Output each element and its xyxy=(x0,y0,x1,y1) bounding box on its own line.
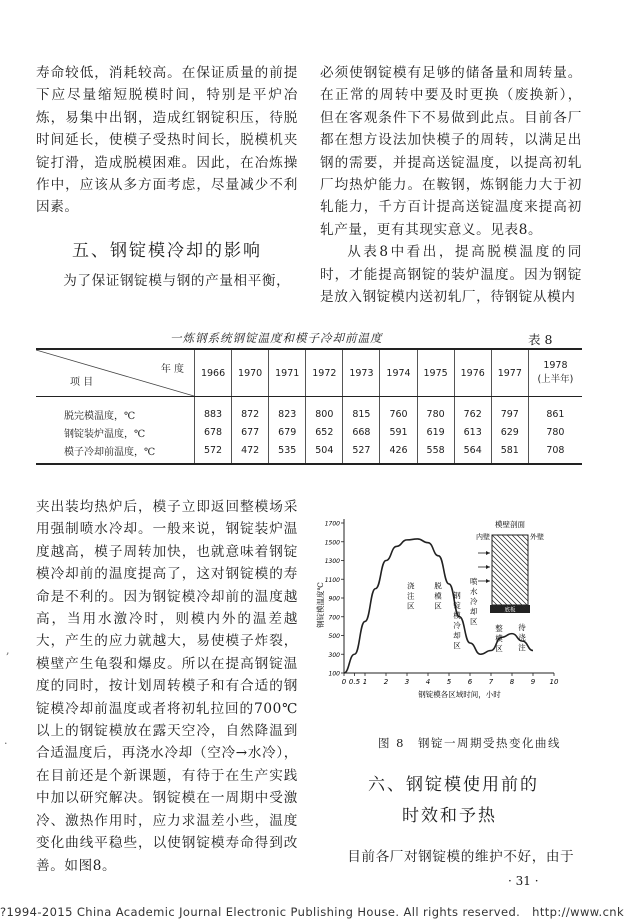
y-tick-label: 700 xyxy=(328,614,340,622)
zone-label: 喷水冷却区 xyxy=(470,576,478,626)
year-header: 1970 xyxy=(232,349,269,397)
legend-arrow-head xyxy=(486,551,490,555)
zone-label: 钢锭模冷却区 xyxy=(453,591,461,650)
table-cell: 800 xyxy=(306,397,343,424)
section-6-heading-line1: 六、钢锭模使用前的 xyxy=(368,775,539,795)
table-diagonal-header xyxy=(36,349,195,397)
text-column-top-right xyxy=(320,62,582,308)
year-header: 1975 xyxy=(417,349,454,397)
table-cell: 472 xyxy=(232,441,269,464)
table-cell: 504 xyxy=(306,441,343,464)
margin-mark: , xyxy=(6,644,10,657)
data-table xyxy=(36,348,582,465)
y-tick-label: 1700 xyxy=(324,520,340,528)
zone-label: 脱模区 xyxy=(434,581,442,611)
figure-8-chart xyxy=(314,515,576,710)
y-tick-label: 1300 xyxy=(324,558,340,565)
year-header: 1966 xyxy=(195,349,232,397)
x-tick-label: 5 xyxy=(446,678,452,686)
table-cell: 708 xyxy=(528,441,582,464)
legend-outer-label: 外壁 xyxy=(530,533,544,541)
table-cell: 581 xyxy=(491,441,528,464)
table-row xyxy=(36,441,582,464)
year-header-1978-note: (上半年) xyxy=(537,374,574,385)
paragraph-bottom-left: 夹出装均热炉后，模子立即返回整模场采用强制喷水冷却。一般来说，钢锭装炉温度越高，模子周转加快，也就意味着钢锭模冷却前的温度提高了，这对钢锭模的寿命是不利的。因为钢锭模冷却前的温度越高，当用水激冷时，则模内外的温差越大，产生的应力就越大，易使模子炸裂，模壁产生龟裂和爆皮。所以在提高钢锭温度的同时，按计划周转模子和有合适的钢锭模冷却前温度或者将初轧拉回的700℃以上的钢锭模放在露天空冷，自然降温到合适温度后，再浇水冷却（空冷→水冷），在目前还是个新课题，有待于在生产实践中加以研究解决。钢锭模在一周期中受激冷、激热作用时，应力求温差小些，温度变化曲线平稳些，以使钢锭模寿命得到改善。如图8。 xyxy=(36,499,298,874)
header-item-label: 项 目 xyxy=(70,377,94,388)
legend-inner-label: 内壁 xyxy=(476,533,490,541)
table-cell: 591 xyxy=(380,423,417,441)
y-tick-label: 1100 xyxy=(324,576,340,584)
copyright-footer: ?1994-2015 China Academic Journal Electronic Publishing House. All rights reserved. http://www.cnk xyxy=(0,905,625,919)
row-label: 钢锭装炉温度，℃ xyxy=(64,428,146,440)
table-cell: 780 xyxy=(417,397,454,424)
table-cell: 677 xyxy=(232,423,269,441)
table-cell: 780 xyxy=(528,423,582,441)
table-cell: 619 xyxy=(417,423,454,441)
table-cell: 558 xyxy=(417,441,454,464)
legend-title: 模壁剖面 xyxy=(495,520,525,529)
year-header-1978: 1978 xyxy=(543,360,568,371)
text-column-sec5 xyxy=(36,270,298,292)
margin-mark: . xyxy=(4,734,8,747)
table-cell: 797 xyxy=(491,397,528,424)
chart-x-label: 钢锭模各区域时间，小时 xyxy=(418,690,501,699)
zone-label: 待浇注 xyxy=(518,622,526,652)
zone-label: 浇注区 xyxy=(407,581,415,611)
table-cell: 883 xyxy=(195,397,232,424)
x-tick-label: 8 xyxy=(509,678,515,686)
year-header: 1977 xyxy=(491,349,528,397)
table-cell: 872 xyxy=(232,397,269,424)
table-cell: 678 xyxy=(195,423,232,441)
section-5-heading: 五、钢锭模冷却的影响 xyxy=(72,241,262,261)
table-row xyxy=(36,397,582,424)
year-header: 1976 xyxy=(454,349,491,397)
x-tick-label: 9 xyxy=(530,678,536,686)
y-tick-label: 500 xyxy=(328,633,340,640)
table-label: 表 8 xyxy=(528,332,553,347)
wall-section-legend xyxy=(476,519,544,614)
table-row xyxy=(36,423,582,441)
table-cell: 815 xyxy=(343,397,380,424)
y-tick-label: 900 xyxy=(328,595,340,603)
paragraph-bottom-right: 目前各厂对钢锭模的维护不好，由于 xyxy=(347,849,575,865)
x-tick-label: 4 xyxy=(425,678,431,686)
legend-arrow-head xyxy=(486,565,490,569)
x-tick-label: 10 xyxy=(549,678,559,686)
header-year-label: 年 度 xyxy=(160,364,184,375)
zone-label: 整模区 xyxy=(495,623,503,653)
y-tick-label: 300 xyxy=(328,651,340,659)
table-cell: 762 xyxy=(454,397,491,424)
y-tick-label: 100 xyxy=(328,670,340,678)
table-header-row xyxy=(36,349,582,397)
table-cell: 572 xyxy=(195,441,232,464)
table-cell: 861 xyxy=(528,397,582,424)
table-cell: 535 xyxy=(269,441,306,464)
x-tick-label: 7 xyxy=(488,678,494,686)
legend-bottom-label: 底板 xyxy=(504,607,516,614)
paragraph-top-left: 寿命较低，消耗较高。在保证质量的前提下应尽量缩短脱模时间，特别是平炉冶炼，易集中出钢，造成红钢锭积压，待脱时间延长，使模子受热时间长，脱模机夹锭打滑，造成脱模困难。因此，在冶炼操作中，应该从多方面考虑，尽量减少不利因素。 xyxy=(36,65,298,216)
chart-y-label: 钢锭模温度℃ xyxy=(316,582,325,628)
row-label: 模子冷却前温度，℃ xyxy=(36,441,195,464)
paragraph-sec5-start: 为了保证钢锭模与钢的产量相平衡， xyxy=(63,273,291,289)
row-label: 脱完模温度，℃ xyxy=(64,410,136,422)
table-cell: 652 xyxy=(306,423,343,441)
section-6-heading-line2: 时效和予热 xyxy=(402,806,497,826)
table-cell: 527 xyxy=(343,441,380,464)
table-cell: 760 xyxy=(380,397,417,424)
legend-arrow-head xyxy=(486,579,490,583)
table-cell: 823 xyxy=(269,397,306,424)
table-title: 一炼钢系统钢锭温度和模子冷却前温度 xyxy=(170,331,383,345)
table-cell: 426 xyxy=(380,441,417,464)
year-header: 1971 xyxy=(269,349,306,397)
figure-caption: 图 8 钢锭一周期受热变化曲线 xyxy=(378,736,561,750)
text-column-top-left xyxy=(36,62,298,219)
x-tick-label: 0 xyxy=(341,678,347,686)
table-body xyxy=(36,397,582,465)
table-cell: 564 xyxy=(454,441,491,464)
paragraph-top-right-1: 必须使钢锭模有足够的储备量和周转量。在正常的周转中要及时更换（废换新），但在客观条件下不易做到此点。目前各厂都在想方设法加快模子的周转，以满足出钢的需要，并提高送锭温度，以提高初轧厂均热炉能力。在鞍钢，炼钢能力大于初轧能力，千方百计提高送锭温度来提高初轧产量，更有其现实意义。见表8。 xyxy=(320,65,582,238)
table-cell: 629 xyxy=(491,423,528,441)
year-header: 1974 xyxy=(380,349,417,397)
page-number: · 31 · xyxy=(508,874,539,888)
paragraph-top-right-2: 从表8中看出，提高脱模温度的同时，才能提高钢锭的装炉温度。因为钢锭是放入钢锭模内送初轧厂，待钢锭从模内 xyxy=(320,244,582,306)
year-header: 1973 xyxy=(343,349,380,397)
year-header xyxy=(528,349,582,397)
year-header: 1972 xyxy=(306,349,343,397)
x-tick-label: 3 xyxy=(404,678,410,686)
y-tick-label: 1500 xyxy=(324,539,340,547)
text-column-bottom-left xyxy=(36,496,298,877)
table-cell: 679 xyxy=(269,423,306,441)
x-tick-label: 6 xyxy=(467,678,473,686)
table-cell: 613 xyxy=(454,423,491,441)
x-tick-label: 2 xyxy=(383,678,389,686)
table-cell: 668 xyxy=(343,423,380,441)
x-tick-label: 1 xyxy=(362,678,368,686)
text-column-bottom-right xyxy=(320,846,582,868)
x-tick-label: 0.5 xyxy=(348,678,361,686)
